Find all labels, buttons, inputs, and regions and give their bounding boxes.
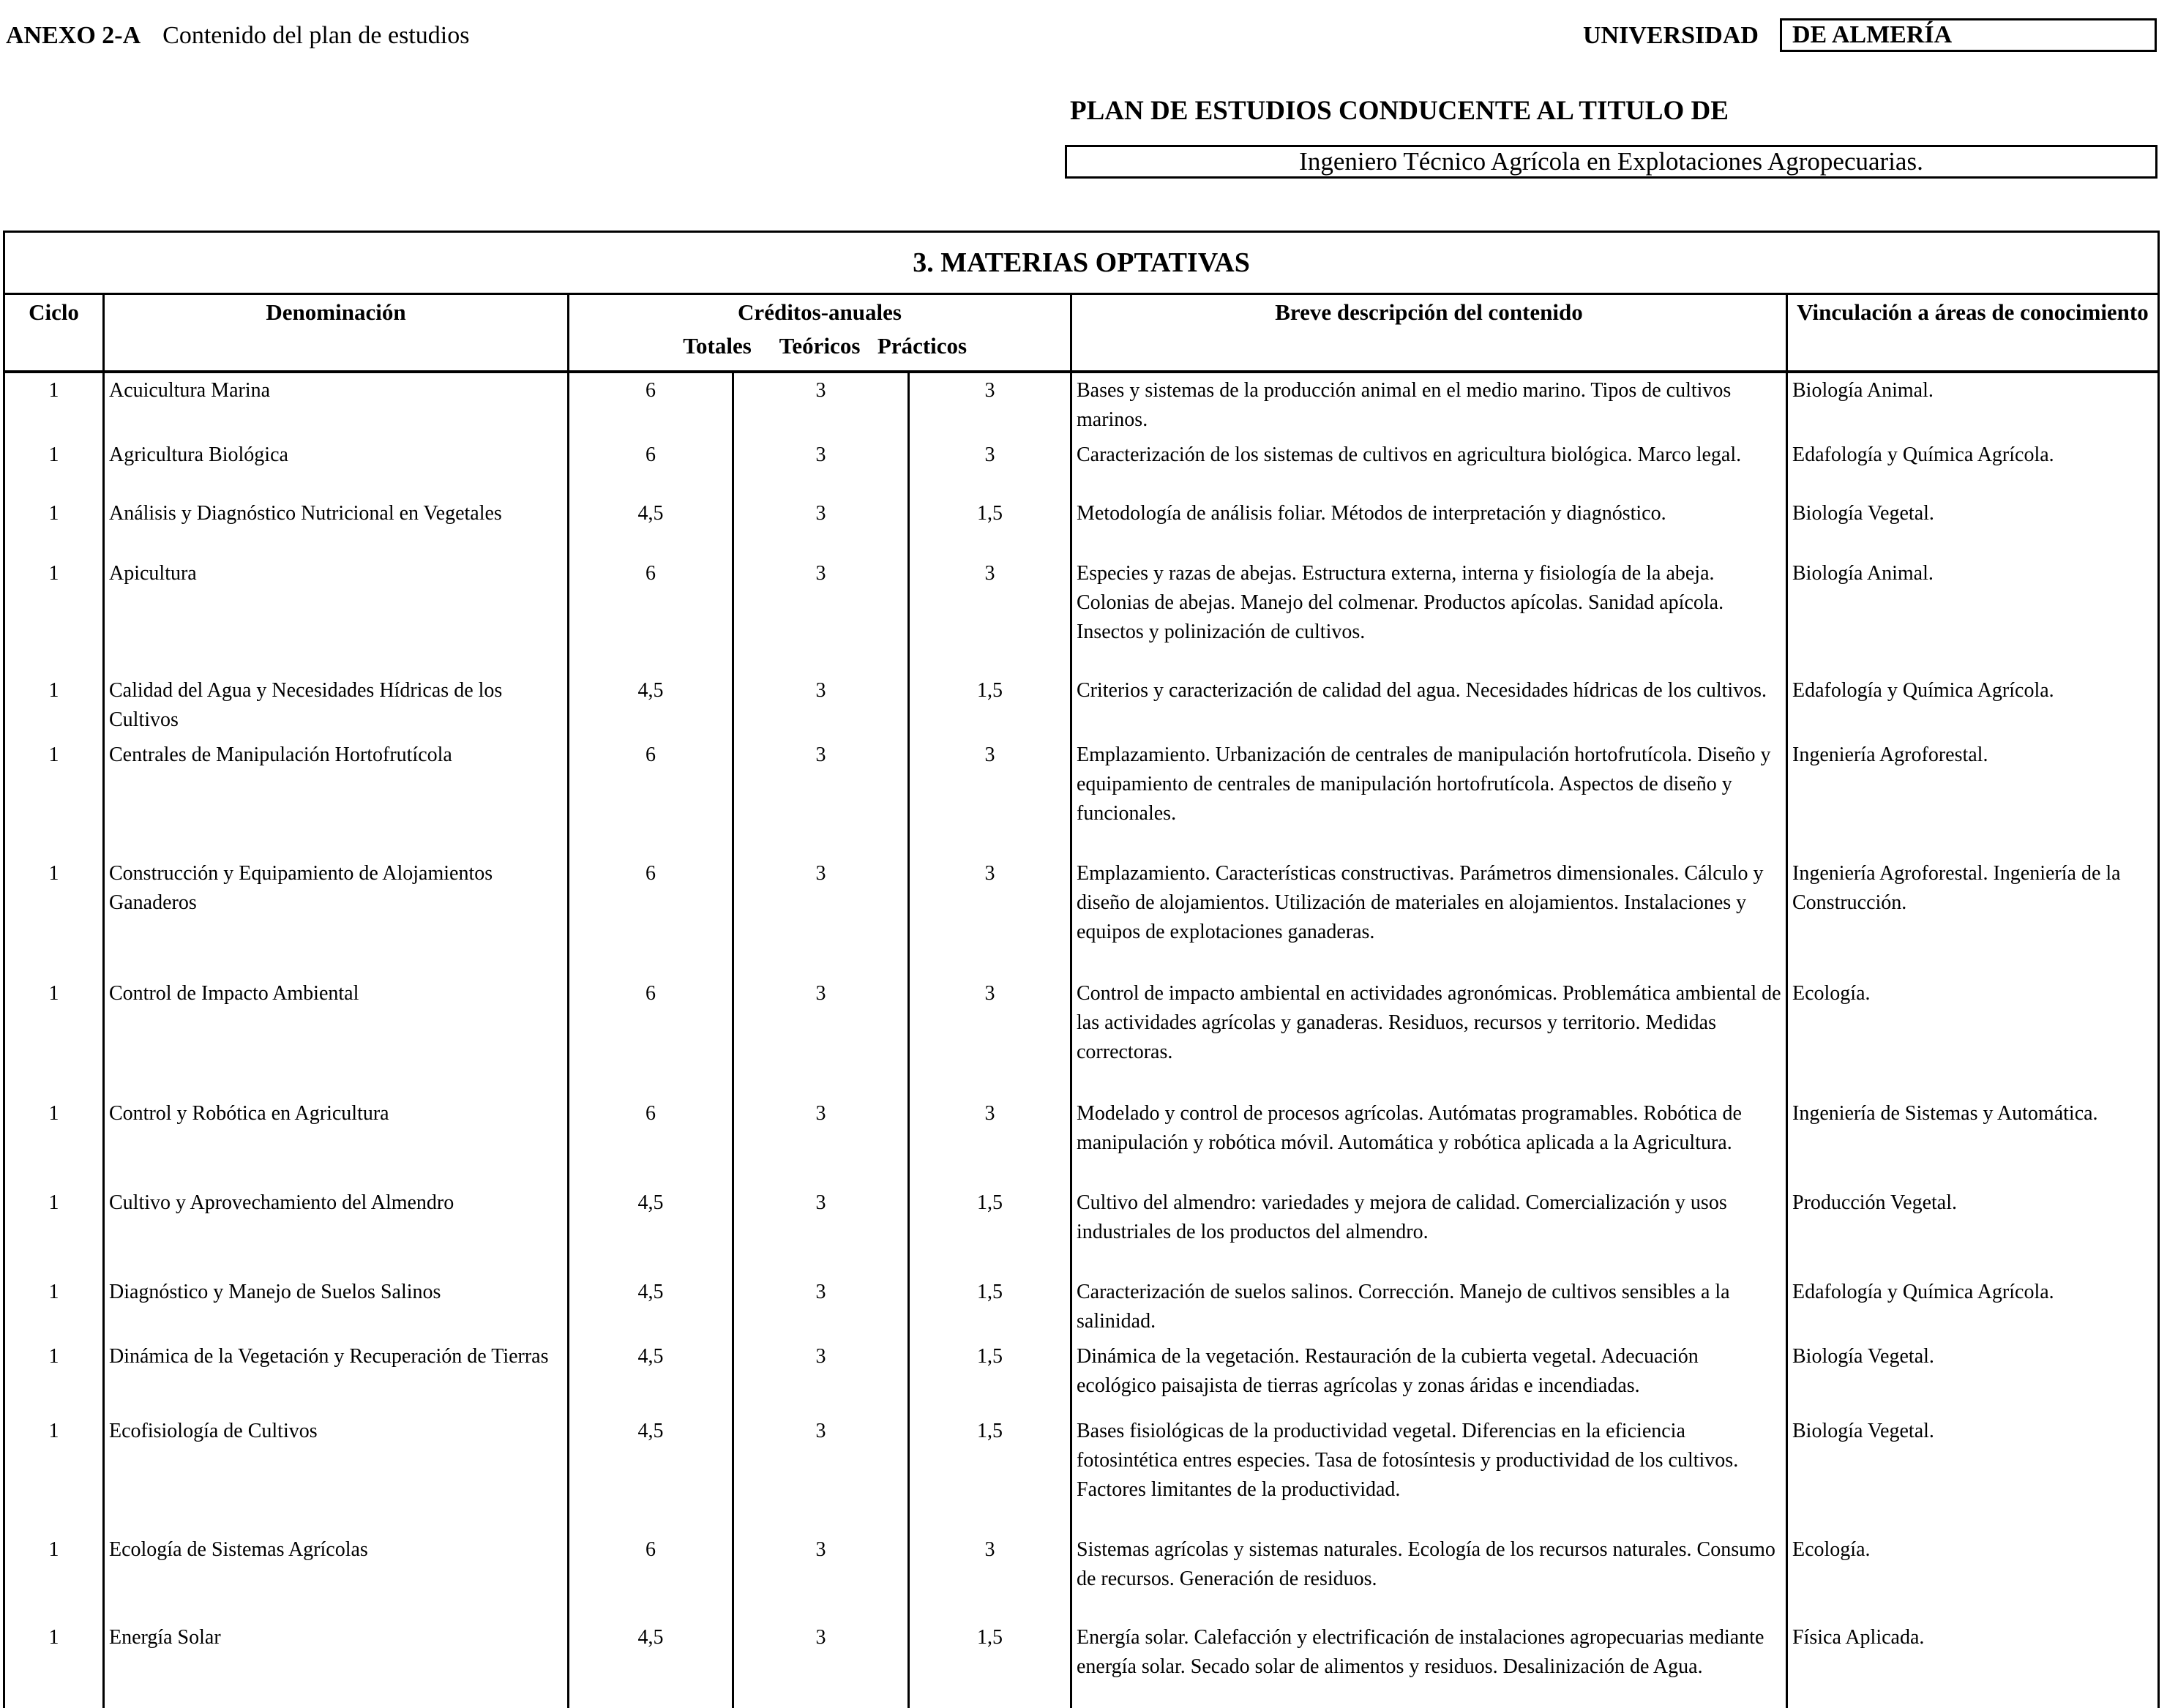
teoricos-cell: 3: [733, 1620, 909, 1708]
teoricos-cell: 3: [733, 1532, 909, 1620]
vinculacion-cell: Ingeniería de Sistemas y Automática.: [1787, 1096, 2159, 1186]
totales-cell: 6: [569, 556, 733, 673]
table-body: [4, 372, 2159, 1708]
totales-cell: 6: [569, 1096, 733, 1186]
denominacion-cell: Dinámica de la Vegetación y Recuperación de Tierras: [104, 1339, 569, 1414]
descripcion-cell: Sistemas agrícolas y sistemas naturales. Ecología de los recursos naturales. Consumo de recursos. Generación de residuos.: [1071, 1532, 1787, 1620]
annex-heading: [6, 22, 469, 50]
ciclo-cell: 1: [4, 496, 104, 556]
totales-cell: 4,5: [569, 1186, 733, 1275]
teoricos-cell: 3: [733, 856, 909, 976]
ciclo-cell: 1: [4, 1339, 104, 1414]
degree-title-box: Ingeniero Técnico Agrícola en Explotaciones Agropecuarias.: [1065, 145, 2157, 179]
descripcion-cell: Caracterización de suelos salinos. Corrección. Manejo de cultivos sensibles a la salinidad.: [1071, 1275, 1787, 1339]
teoricos-cell: 3: [733, 738, 909, 856]
annex-label: ANEXO 2-A: [6, 22, 141, 49]
table-row: [4, 1532, 2159, 1620]
col-teoricos: Teóricos: [779, 333, 861, 359]
practicos-cell: 1,5: [909, 496, 1071, 556]
ciclo-cell: 1: [4, 1620, 104, 1708]
practicos-cell: 3: [909, 372, 1071, 438]
descripcion-cell: Criterios y caracterización de calidad del agua. Necesidades hídricas de los cultivos.: [1071, 673, 1787, 738]
ciclo-cell: 1: [4, 1186, 104, 1275]
teoricos-cell: 3: [733, 1414, 909, 1532]
practicos-cell: 1,5: [909, 673, 1071, 738]
teoricos-cell: 3: [733, 976, 909, 1096]
ciclo-cell: 1: [4, 976, 104, 1096]
vinculacion-cell: Ecología.: [1787, 976, 2159, 1096]
totales-cell: 4,5: [569, 1414, 733, 1532]
university-name-box: DE ALMERÍA: [1780, 18, 2157, 52]
ciclo-cell: 1: [4, 438, 104, 496]
totales-cell: 4,5: [569, 1275, 733, 1339]
vinculacion-cell: Edafología y Química Agrícola.: [1787, 438, 2159, 496]
totales-cell: 6: [569, 738, 733, 856]
teoricos-cell: 3: [733, 438, 909, 496]
descripcion-cell: Dinámica de la vegetación. Restauración de la cubierta vegetal. Adecuación ecológico paisajista de tierras agrícolas y zonas áridas e incendiadas.: [1071, 1339, 1787, 1414]
practicos-cell: 3: [909, 976, 1071, 1096]
descripcion-cell: Bases y sistemas de la producción animal en el medio marino. Tipos de cultivos marinos.: [1071, 372, 1787, 438]
ciclo-cell: 1: [4, 1532, 104, 1620]
descripcion-cell: Emplazamiento. Características constructivas. Parámetros dimensionales. Cálculo y diseño de alojamientos. Utilización de materiales en alojamientos. Instalaciones y equipos de explotaciones ganaderas.: [1071, 856, 1787, 976]
denominacion-cell: Análisis y Diagnóstico Nutricional en Vegetales: [104, 496, 569, 556]
descripcion-cell: Modelado y control de procesos agrícolas. Autómatas programables. Robótica de manipulación y robótica móvil. Automática y robótica aplicada a la Agricultura.: [1071, 1096, 1787, 1186]
table-row: [4, 856, 2159, 976]
teoricos-cell: 3: [733, 1186, 909, 1275]
denominacion-cell: Acuicultura Marina: [104, 372, 569, 438]
descripcion-cell: Cultivo del almendro: variedades y mejora de calidad. Comercialización y usos industriales de los productos del almendro.: [1071, 1186, 1787, 1275]
denominacion-cell: Control y Robótica en Agricultura: [104, 1096, 569, 1186]
denominacion-cell: Centrales de Manipulación Hortofrutícola: [104, 738, 569, 856]
col-vinculacion: Vinculación a áreas de conocimiento: [1787, 294, 2159, 372]
col-descripcion: Breve descripción del contenido: [1071, 294, 1787, 372]
ciclo-cell: 1: [4, 372, 104, 438]
practicos-cell: 3: [909, 1096, 1071, 1186]
vinculacion-cell: Edafología y Química Agrícola.: [1787, 673, 2159, 738]
ciclo-cell: 1: [4, 556, 104, 673]
totales-cell: 6: [569, 976, 733, 1096]
vinculacion-cell: Ecología.: [1787, 1532, 2159, 1620]
teoricos-cell: 3: [733, 556, 909, 673]
descripcion-cell: Bases fisiológicas de la productividad vegetal. Diferencias en la eficiencia fotosintética entres especies. Tasa de fotosíntesis y productividad de los cultivos. Factores limitantes de la productividad.: [1071, 1414, 1787, 1532]
totales-cell: 4,5: [569, 673, 733, 738]
denominacion-cell: Apicultura: [104, 556, 569, 673]
plan-title: PLAN DE ESTUDIOS CONDUCENTE AL TITULO DE: [1070, 96, 1729, 126]
vinculacion-cell: Ingeniería Agroforestal.: [1787, 738, 2159, 856]
table-row: [4, 1275, 2159, 1339]
denominacion-cell: Ecofisiología de Cultivos: [104, 1414, 569, 1532]
teoricos-cell: 3: [733, 496, 909, 556]
col-denominacion: Denominación: [104, 294, 569, 372]
practicos-cell: 1,5: [909, 1620, 1071, 1708]
practicos-cell: 3: [909, 1532, 1071, 1620]
descripcion-cell: Caracterización de los sistemas de cultivos en agricultura biológica. Marco legal.: [1071, 438, 1787, 496]
col-practicos: Prácticos: [877, 333, 968, 359]
table-row: [4, 496, 2159, 556]
teoricos-cell: 3: [733, 1275, 909, 1339]
totales-cell: 6: [569, 856, 733, 976]
denominacion-cell: Control de Impacto Ambiental: [104, 976, 569, 1096]
ciclo-cell: 1: [4, 673, 104, 738]
ciclo-cell: 1: [4, 856, 104, 976]
denominacion-cell: Ecología de Sistemas Agrícolas: [104, 1532, 569, 1620]
vinculacion-cell: Biología Animal.: [1787, 372, 2159, 438]
practicos-cell: 3: [909, 556, 1071, 673]
denominacion-cell: Construcción y Equipamiento de Alojamientos Ganaderos: [104, 856, 569, 976]
ciclo-cell: 1: [4, 1275, 104, 1339]
table-row: [4, 1620, 2159, 1708]
teoricos-cell: 3: [733, 1096, 909, 1186]
col-creditos: [569, 294, 1071, 372]
table-row: [4, 1096, 2159, 1186]
table-row: [4, 556, 2159, 673]
denominacion-cell: Energía Solar: [104, 1620, 569, 1708]
vinculacion-cell: Ingeniería Agroforestal. Ingeniería de la Construcción.: [1787, 856, 2159, 976]
descripcion-cell: Emplazamiento. Urbanización de centrales de manipulación hortofrutícola. Diseño y equipamiento de centrales de manipulación hortofrutícola. Aspectos de diseño y funcionales.: [1071, 738, 1787, 856]
totales-cell: 6: [569, 372, 733, 438]
teoricos-cell: 3: [733, 1339, 909, 1414]
university-label: UNIVERSIDAD: [1583, 22, 1759, 49]
table-row: [4, 1414, 2159, 1532]
denominacion-cell: Diagnóstico y Manejo de Suelos Salinos: [104, 1275, 569, 1339]
col-totales: Totales: [683, 333, 752, 359]
denominacion-cell: Calidad del Agua y Necesidades Hídricas de los Cultivos: [104, 673, 569, 738]
vinculacion-cell: Producción Vegetal.: [1787, 1186, 2159, 1275]
table-row: [4, 372, 2159, 438]
teoricos-cell: 3: [733, 673, 909, 738]
ciclo-cell: 1: [4, 738, 104, 856]
descripcion-cell: Control de impacto ambiental en actividades agronómicas. Problemática ambiental de las actividades agrícolas y ganaderas. Residuos, recursos y territorio. Medidas correctoras.: [1071, 976, 1787, 1096]
practicos-cell: 3: [909, 438, 1071, 496]
practicos-cell: 3: [909, 856, 1071, 976]
descripcion-cell: Especies y razas de abejas. Estructura externa, interna y fisiología de la abeja. Colonias de abejas. Manejo del colmenar. Productos apícolas. Sanidad apícola. Insectos y polinización de cultivos.: [1071, 556, 1787, 673]
practicos-cell: 1,5: [909, 1186, 1071, 1275]
ciclo-cell: 1: [4, 1096, 104, 1186]
col-creditos-label: Créditos-anuales: [738, 299, 902, 325]
vinculacion-cell: Biología Vegetal.: [1787, 1414, 2159, 1532]
descripcion-cell: Energía solar. Calefacción y electrificación de instalaciones agropecuarias mediante energía solar. Secado solar de alimentos y residuos. Desalinización de Agua.: [1071, 1620, 1787, 1708]
totales-cell: 4,5: [569, 1339, 733, 1414]
vinculacion-cell: Biología Vegetal.: [1787, 496, 2159, 556]
annex-title: Contenido del plan de estudios: [162, 22, 470, 49]
table-row: [4, 438, 2159, 496]
table-row: [4, 673, 2159, 738]
practicos-cell: 1,5: [909, 1275, 1071, 1339]
denominacion-cell: Agricultura Biológica: [104, 438, 569, 496]
totales-cell: 4,5: [569, 1620, 733, 1708]
descripcion-cell: Metodología de análisis foliar. Métodos de interpretación y diagnóstico.: [1071, 496, 1787, 556]
section-title: 3. MATERIAS OPTATIVAS: [4, 232, 2159, 294]
vinculacion-cell: Biología Vegetal.: [1787, 1339, 2159, 1414]
table-row: [4, 738, 2159, 856]
vinculacion-cell: Física Aplicada.: [1787, 1620, 2159, 1708]
denominacion-cell: Cultivo y Aprovechamiento del Almendro: [104, 1186, 569, 1275]
totales-cell: 4,5: [569, 496, 733, 556]
ciclo-cell: 1: [4, 1414, 104, 1532]
optional-subjects-table: [3, 231, 2160, 1708]
practicos-cell: 1,5: [909, 1339, 1071, 1414]
totales-cell: 6: [569, 1532, 733, 1620]
table-row: [4, 976, 2159, 1096]
totales-cell: 6: [569, 438, 733, 496]
table-row: [4, 1339, 2159, 1414]
teoricos-cell: 3: [733, 372, 909, 438]
vinculacion-cell: Edafología y Química Agrícola.: [1787, 1275, 2159, 1339]
vinculacion-cell: Biología Animal.: [1787, 556, 2159, 673]
col-ciclo: Ciclo: [4, 294, 104, 372]
practicos-cell: 1,5: [909, 1414, 1071, 1532]
practicos-cell: 3: [909, 738, 1071, 856]
table-row: [4, 1186, 2159, 1275]
